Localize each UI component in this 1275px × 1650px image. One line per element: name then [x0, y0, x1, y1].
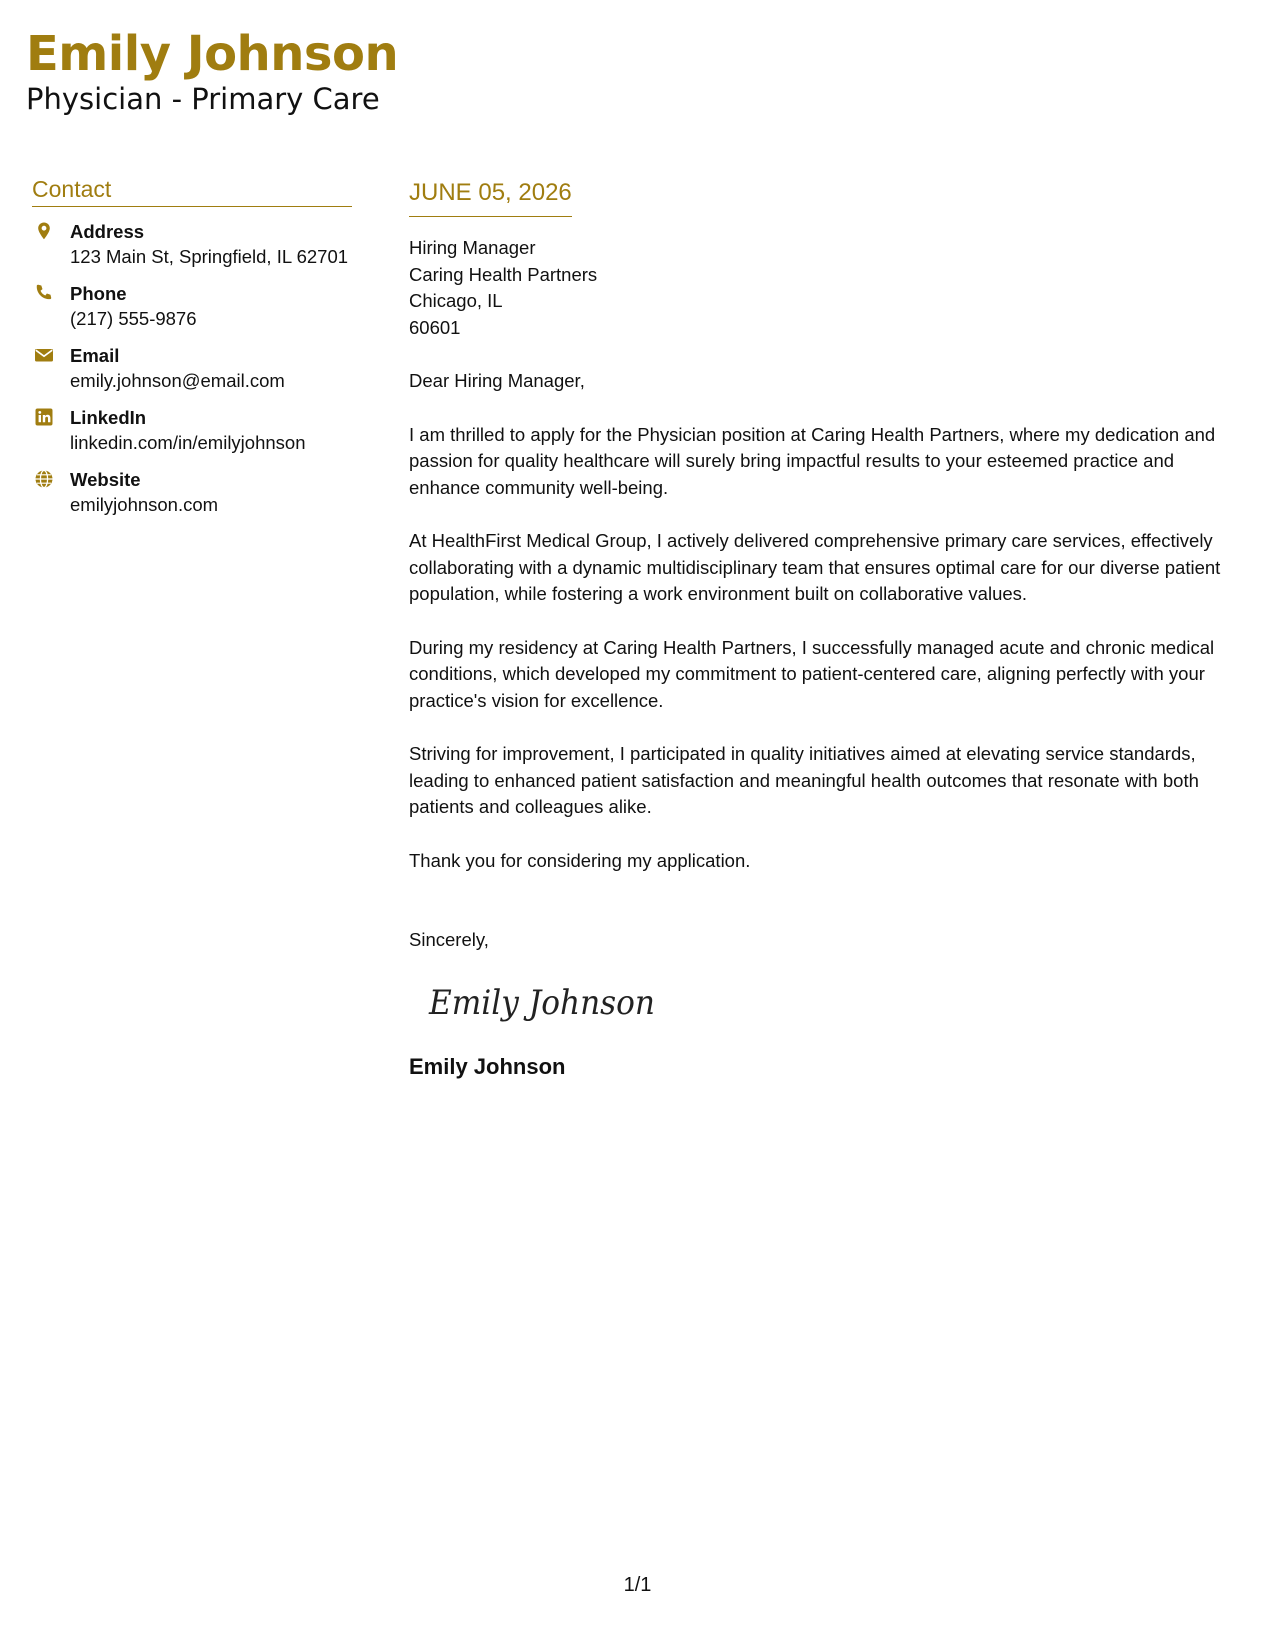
- header: [26, 24, 398, 117]
- envelope-icon: [34, 345, 54, 365]
- letter-paragraph: Thank you for considering my application.: [409, 849, 751, 871]
- recipient-block: [409, 235, 1249, 341]
- recipient-line: Chicago, IL: [409, 290, 503, 311]
- letter-paragraph: Striving for improvement, I participated in quality initiatives aimed at elevating service standards, leading to enhanced patient satisfaction and meaningful health outcomes that resonate with both patients and colleagues alike.: [409, 743, 1199, 817]
- page-number: 1/1: [623, 1574, 652, 1596]
- contact-item-website: [32, 467, 352, 517]
- linkedin-icon: [34, 407, 54, 427]
- contact-sidebar: [32, 174, 352, 529]
- contact-label: Phone: [70, 283, 127, 304]
- recipient-line: Caring Health Partners: [409, 263, 598, 285]
- svg-text:Emily Johnson: Emily Johnson: [428, 982, 655, 1023]
- contact-item-address: [32, 219, 352, 269]
- contact-item-phone: [32, 281, 352, 331]
- job-title: Physician - Primary Care: [26, 82, 380, 116]
- contact-section-title: Contact: [32, 174, 352, 207]
- contact-item-linkedin: [32, 405, 352, 455]
- contact-list: [32, 219, 352, 517]
- cover-letter: [409, 178, 1249, 1081]
- linkedin-value: linkedin.com/in/emilyjohnson: [70, 432, 306, 453]
- contact-item-email: [32, 343, 352, 393]
- email-value: emily.johnson@email.com: [70, 370, 285, 391]
- globe-icon: [34, 469, 54, 489]
- phone-value: (217) 555-9876: [70, 308, 197, 329]
- map-pin-icon: [34, 221, 54, 241]
- website-value: emilyjohnson.com: [70, 494, 219, 515]
- closing: Sincerely,: [409, 929, 489, 950]
- address-value: 123 Main St, Springfield, IL 62701: [70, 246, 349, 267]
- letter-paragraph: I am thrilled to apply for the Physician position at Caring Health Partners, where my dedication and passion for quality healthcare will surely bring impactful results to your esteemed practice and enhance community well-being.: [409, 423, 1216, 498]
- letter-date: JUNE 05, 2026: [409, 178, 572, 217]
- recipient-line: 60601: [409, 316, 461, 338]
- contact-label: Website: [70, 469, 141, 490]
- contact-label: Address: [70, 221, 145, 242]
- salutation: Dear Hiring Manager,: [409, 370, 585, 391]
- contact-label: Email: [70, 345, 120, 366]
- contact-label: LinkedIn: [70, 407, 147, 428]
- letter-paragraph: At HealthFirst Medical Group, I actively delivered comprehensive primary care services, effectively collaborating with a dynamic multidisciplinary team that ensures optimal care for our diverse patient population, while fostering a work environment built on collaborative values.: [409, 530, 1221, 604]
- candidate-name: Emily Johnson: [26, 26, 399, 82]
- handwritten-signature: [425, 974, 665, 1030]
- phone-icon: [34, 283, 54, 303]
- recipient-line: Hiring Manager: [409, 237, 536, 258]
- letter-paragraph: During my residency at Caring Health Partners, I successfully managed acute and chronic medical conditions, which developed my commitment to patient-centered care, aligning perfectly with your practice's vision for excellence.: [409, 636, 1215, 711]
- signer-name: Emily Johnson: [409, 1054, 566, 1079]
